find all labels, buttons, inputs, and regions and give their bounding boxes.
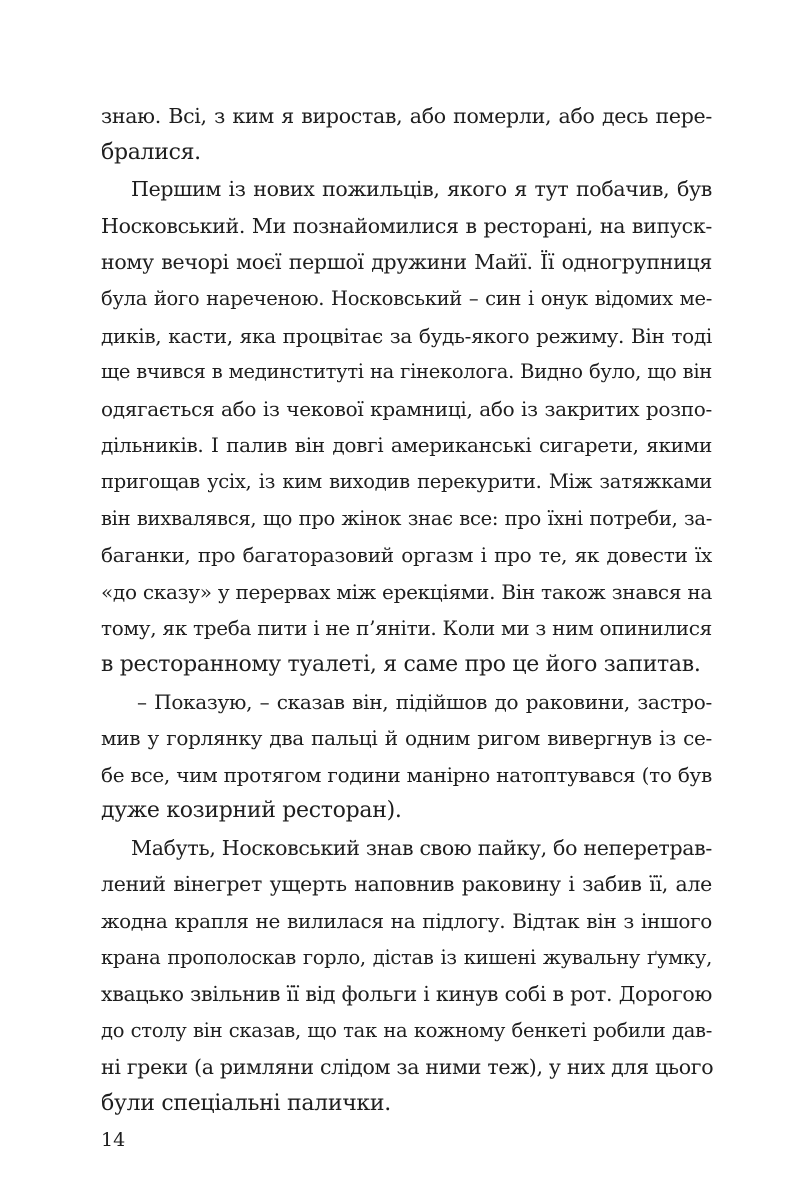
text-line: була його нареченою. Носковський – син і онук відомих ме-	[101, 286, 712, 310]
text-line: до столу він сказав, що так на кожному бенкеті робили дав-	[101, 1018, 712, 1042]
text-line: знаю. Всі, з ким я виростав, або померли, або десь пере-	[101, 104, 712, 128]
text-line: дуже козирний ресторан).	[101, 798, 402, 824]
text-line: тому, як треба пити і не п’яніти. Коли ми з ним опинилися	[101, 616, 712, 641]
text-line: ще вчився в мединституті на гінеколога. Видно було, що він	[101, 360, 712, 384]
text-line: крана прополоскав горло, дістав із кишені жувальну ґумку,	[101, 945, 712, 969]
text-line: в ресторанному туалеті, я саме про це його запитав.	[101, 651, 701, 677]
text-line: ному вечорі моєї першої дружини Майї. Її одногрупниця	[101, 250, 712, 275]
text-line: бе все, чим протягом години манірно натоптувався (то був	[101, 762, 712, 787]
text-line: були спеціальні палички.	[101, 1091, 391, 1117]
text-line: лений вінегрет ущерть наповнив раковину і забив її, але	[101, 872, 712, 897]
body-text	[101, 98, 712, 1123]
text-line: Першим із нових пожильців, якого я тут побачив, був	[131, 177, 712, 202]
text-line: жодна крапля не вилилася на підлогу. Відтак він з іншого	[101, 909, 712, 934]
text-line: хвацько звільнив її від фольги і кинув собі в рот. Дорогою	[101, 982, 712, 1007]
text-line: диків, касти, яка процвітає за будь-якого режиму. Він тоді	[101, 323, 712, 348]
text-line: пригощав усіх, із ким виходив перекурити. Між затяжками	[101, 469, 712, 493]
text-line: одягається або із чекової крамниці, або із закритих розпо-	[101, 396, 712, 421]
text-line: мив у горлянку два пальці й одним ригом вивергнув із се-	[101, 726, 712, 751]
text-line: – Показую, – сказав він, підійшов до раковини, застро-	[137, 689, 712, 714]
text-line: баганки, про багаторазовий оргазм і про те, як довести їх	[101, 543, 712, 568]
text-line: дільників. І палив він довгі американські сигарети, якими	[101, 433, 712, 458]
text-line: Носковський. Ми познайомилися в ресторані, на випуск-	[101, 213, 712, 238]
text-line: бралися.	[101, 139, 201, 165]
text-line: Мабуть, Носковський знав свою пайку, бо неперетрав-	[131, 835, 713, 860]
page-number: 14	[101, 1129, 126, 1151]
text-line: «до сказу» у перервах між ерекціями. Він також знався на	[101, 579, 712, 604]
text-line: він вихвалявся, що про жінок знає все: про їхні потреби, за-	[101, 506, 712, 530]
text-line: ні греки (а римляни слідом за ними теж), у них для цього	[101, 1055, 714, 1080]
